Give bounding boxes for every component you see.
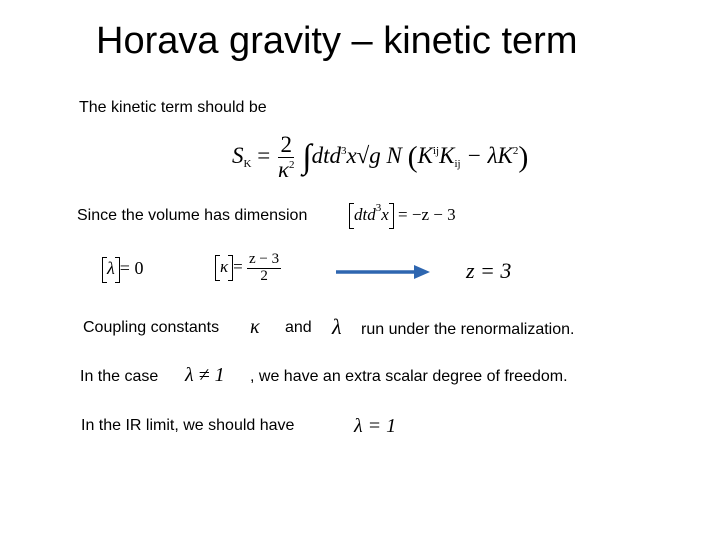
vol-expr: dtd bbox=[354, 205, 376, 224]
vol-rhs: = −z − 3 bbox=[398, 205, 456, 224]
volume-text: Since the volume has dimension bbox=[77, 207, 308, 224]
kappa-dim-num: z − 3 bbox=[249, 251, 280, 267]
case-label: In the case bbox=[80, 368, 159, 385]
lambda-neq-one bbox=[185, 364, 225, 387]
coef-den-sup: 2 bbox=[288, 159, 295, 172]
volume-formula bbox=[349, 202, 456, 229]
lambda-dimension bbox=[102, 257, 143, 283]
lambda-eq-text: λ = 1 bbox=[354, 415, 397, 437]
paren-close: ) bbox=[518, 140, 529, 174]
lambda-dim-sym: λ bbox=[107, 258, 115, 279]
ir-label: In the IR limit, we should have bbox=[81, 417, 295, 434]
lambda-neq-text: λ ≠ 1 bbox=[185, 364, 225, 386]
vol-x: x bbox=[381, 205, 389, 224]
and-label: and bbox=[285, 319, 312, 336]
z-result bbox=[466, 258, 511, 284]
bracket-close bbox=[389, 203, 394, 229]
kappa-symbol-text: κ bbox=[250, 316, 260, 338]
z-result-text: z = 3 bbox=[466, 258, 512, 283]
measure: dtd bbox=[311, 142, 341, 168]
kappa-dim-fraction bbox=[247, 252, 281, 285]
coef-fraction bbox=[276, 133, 297, 182]
action-lhs: S bbox=[232, 142, 244, 168]
k2-sub: ij bbox=[454, 157, 461, 170]
vol-sup: 3 bbox=[375, 202, 382, 214]
k1: K bbox=[417, 142, 433, 168]
minus-lambda-k: − λK bbox=[460, 142, 513, 168]
measure-tail: x√g N bbox=[346, 142, 402, 168]
renorm-text: run under the renormalization. bbox=[361, 321, 575, 338]
kappa-dim-eq: = bbox=[233, 257, 243, 277]
lambda-dim-rhs: = 0 bbox=[119, 258, 144, 279]
k2: K bbox=[439, 142, 455, 168]
integral-sign: ∫ bbox=[302, 138, 312, 176]
k-sq: 2 bbox=[512, 144, 519, 157]
intro-text: The kinetic term should be bbox=[79, 99, 267, 116]
kappa-dimension bbox=[215, 252, 281, 285]
lambda-eq-one bbox=[354, 415, 396, 438]
kappa-dim-sym: κ bbox=[220, 257, 229, 277]
measure-sup: 3 bbox=[340, 144, 347, 157]
lambda-symbol-text: λ bbox=[332, 314, 342, 339]
lambda-symbol bbox=[332, 314, 342, 340]
slide-title: Horava gravity – kinetic term bbox=[96, 20, 578, 62]
kappa-symbol bbox=[250, 316, 260, 339]
k1-sup: ij bbox=[432, 144, 440, 157]
action-sub: K bbox=[243, 157, 252, 170]
implies-arrow bbox=[334, 262, 434, 282]
coef-num: 2 bbox=[280, 132, 292, 157]
coef-den: κ bbox=[277, 157, 289, 183]
kappa-dim-den: 2 bbox=[260, 267, 268, 284]
case-text: , we have an extra scalar degree of freedom. bbox=[250, 368, 568, 385]
action-formula bbox=[232, 133, 528, 182]
action-equals: = bbox=[257, 142, 271, 168]
coupling-label: Coupling constants bbox=[83, 319, 220, 336]
paren-open: ( bbox=[407, 140, 418, 174]
